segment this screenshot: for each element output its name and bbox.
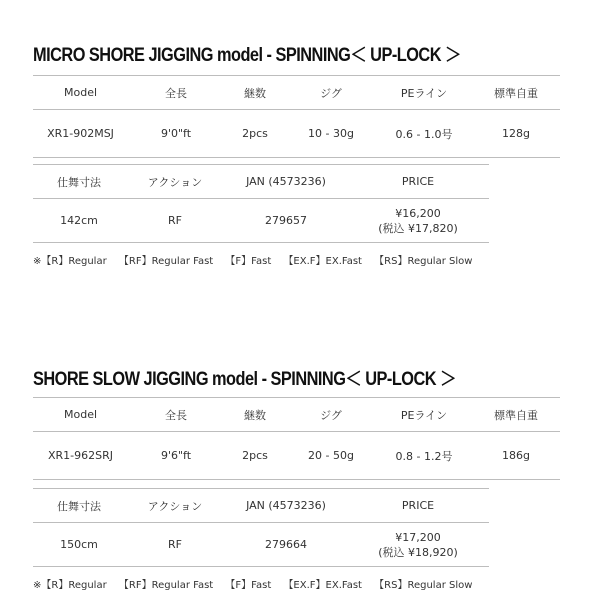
legend-item: 【RS】Regular Slow <box>374 256 473 267</box>
spec-table <box>33 397 560 480</box>
header-model: Model <box>33 398 128 432</box>
header-pe-line: PEライン <box>376 398 472 432</box>
product-section-micro-shore <box>0 40 600 270</box>
price-base: ¥16,200 <box>395 206 441 220</box>
value-action: RF <box>125 523 225 567</box>
value-action: RF <box>125 199 225 243</box>
value-jan: 279664 <box>225 523 347 567</box>
legend-item: 【RF】Regular Fast <box>118 580 214 591</box>
header-packed-size: 仕舞寸法 <box>33 489 125 523</box>
package-header-row <box>33 165 489 199</box>
legend-item: 【EX.F】EX.Fast <box>283 580 362 591</box>
section-title: MICRO SHORE JIGGING model - SPINNING＜ UP-LOCK ＞ <box>33 45 461 66</box>
spec-value-row <box>33 432 560 480</box>
header-jig: ジグ <box>286 76 376 110</box>
header-packed-size: 仕舞寸法 <box>33 165 125 199</box>
value-pieces: 2pcs <box>224 110 286 158</box>
value-length: 9'0"ft <box>128 110 224 158</box>
product-section-shore-slow <box>0 364 600 594</box>
value-jig: 10 - 30g <box>286 110 376 158</box>
value-pe-line: 0.8 - 1.2号 <box>376 432 472 480</box>
legend-item: 【RS】Regular Slow <box>374 580 473 591</box>
legend-item: 【F】Fast <box>225 256 272 267</box>
package-table <box>33 488 489 567</box>
value-pieces: 2pcs <box>224 432 286 480</box>
value-packed-size: 142cm <box>33 199 125 243</box>
spec-value-row <box>33 110 560 158</box>
action-legend <box>33 576 481 591</box>
header-price: PRICE <box>347 489 489 523</box>
spec-table <box>33 75 560 158</box>
header-pe-line: PEライン <box>376 76 472 110</box>
value-price <box>347 199 489 243</box>
header-jig: ジグ <box>286 398 376 432</box>
legend-item: 【RF】Regular Fast <box>118 256 214 267</box>
price-tax-included: (税込 ¥17,820) <box>378 221 458 235</box>
spec-header-row <box>33 398 560 432</box>
value-weight: 128g <box>472 110 560 158</box>
header-pieces: 継数 <box>224 398 286 432</box>
package-value-row <box>33 523 489 567</box>
legend-item: ※【R】Regular <box>33 256 107 267</box>
price-base: ¥17,200 <box>395 530 441 544</box>
value-jig: 20 - 50g <box>286 432 376 480</box>
header-length: 全長 <box>128 76 224 110</box>
header-model: Model <box>33 76 128 110</box>
package-value-row <box>33 199 489 243</box>
value-packed-size: 150cm <box>33 523 125 567</box>
header-action: アクション <box>125 489 225 523</box>
section-title: SHORE SLOW JIGGING model - SPINNING＜ UP-LOCK ＞ <box>33 369 456 390</box>
legend-item: 【EX.F】EX.Fast <box>283 256 362 267</box>
spec-header-row <box>33 76 560 110</box>
header-jan: JAN (4573236) <box>225 489 347 523</box>
value-length: 9'6"ft <box>128 432 224 480</box>
header-weight: 標準自重 <box>472 76 560 110</box>
header-length: 全長 <box>128 398 224 432</box>
header-jan: JAN (4573236) <box>225 165 347 199</box>
header-pieces: 継数 <box>224 76 286 110</box>
header-action: アクション <box>125 165 225 199</box>
value-weight: 186g <box>472 432 560 480</box>
price-tax-included: (税込 ¥18,920) <box>378 545 458 559</box>
value-price <box>347 523 489 567</box>
header-price: PRICE <box>347 165 489 199</box>
package-table <box>33 164 489 243</box>
legend-item: ※【R】Regular <box>33 580 107 591</box>
value-model: XR1-962SRJ <box>33 432 128 480</box>
header-weight: 標準自重 <box>472 398 560 432</box>
value-model: XR1-902MSJ <box>33 110 128 158</box>
value-pe-line: 0.6 - 1.0号 <box>376 110 472 158</box>
action-legend <box>33 252 481 267</box>
value-jan: 279657 <box>225 199 347 243</box>
legend-item: 【F】Fast <box>225 580 272 591</box>
package-header-row <box>33 489 489 523</box>
